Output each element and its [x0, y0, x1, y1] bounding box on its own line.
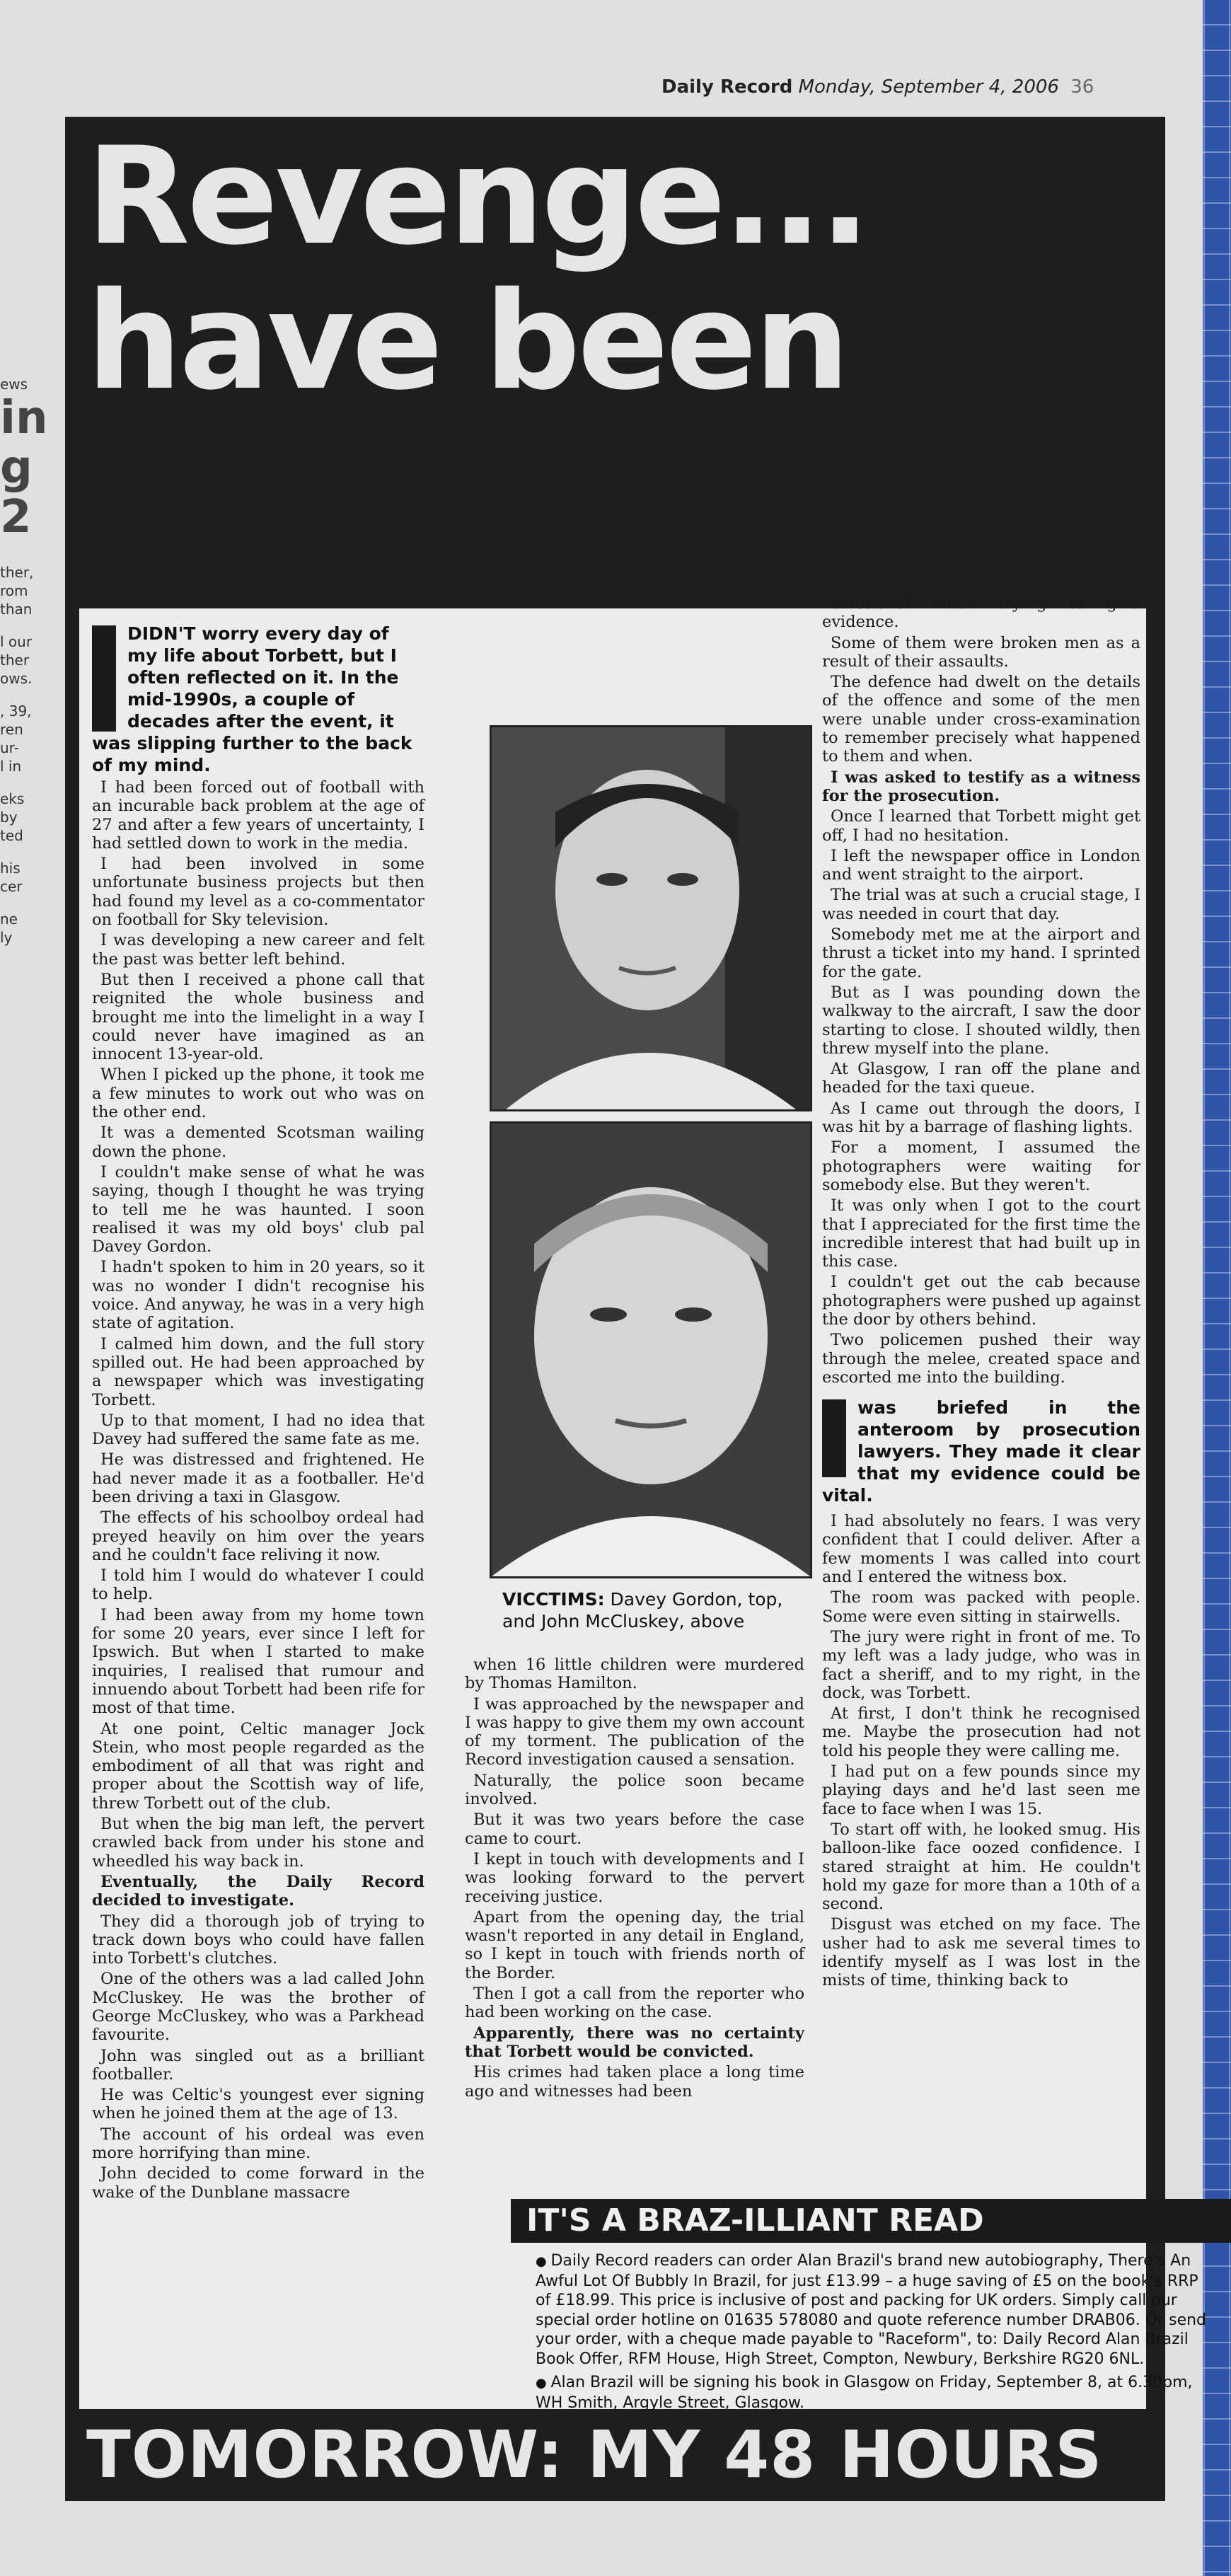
column-1-end-paragraphs [92, 1912, 424, 2202]
caption-label: VICCTIMS: [502, 1589, 605, 1610]
paragraph: I had been involved in some unfortunate business projects but then had found my level as a co-commentator on football for Sky television. [92, 855, 424, 930]
paragraph: The room was packed with people. Some were even sitting in stairwells. [822, 1588, 1140, 1626]
paragraph: John decided to come forward in the wake of the Dunblane massacre [92, 2164, 424, 2202]
offer-box-body [536, 2251, 1211, 2417]
bold-paragraph: Eventually, the Daily Record decided to investigate. [92, 1872, 424, 1910]
paragraph: Some of them were broken men as a result of their assaults. [822, 633, 1140, 671]
paragraph: One of the others was a lad called John McCluskey. He was the brother of George McCluskey, who was a Parkhead favourite. [92, 1970, 424, 2045]
margin-line: ne [0, 911, 18, 928]
paragraph: The account of his ordeal was even more horrifying than mine. [92, 2125, 424, 2163]
article-body [79, 594, 1207, 2412]
paragraph: I was developing a new career and felt the past was better left behind. [92, 931, 424, 969]
paragraph: I had absolutely no fears. I was very confident that I could deliver. After a few moments I was called into court and I entered the witness box. [822, 1512, 1140, 1587]
paragraph: The effects of his schoolboy ordeal had preyed heavily on him over the years and he couldn't face reliving it now. [92, 1508, 424, 1564]
paragraph: I left the newspaper office in London and went straight to the airport. [822, 846, 1140, 884]
photo-john-mccluskey [490, 1121, 812, 1578]
paragraph: I told him I would do whatever I could to help. [92, 1566, 424, 1604]
column-1 [92, 623, 424, 2204]
margin-line: ly [0, 929, 13, 946]
margin-line: ther, [0, 564, 34, 581]
paragraph: To start off with, he looked smug. His balloon-like face oozed confidence. I stared straight at him. He couldn't hold my gaze for more than a 10th of a second. [822, 1820, 1140, 1914]
article-panel [65, 117, 1207, 2501]
paragraph: When I picked up the phone, it took me a few minutes to work out who was on the other end. [92, 1065, 424, 1122]
margin-line: , 39, [0, 703, 32, 720]
margin-line: ren [0, 721, 23, 738]
signing-text: Alan Brazil will be signing his book in Glasgow on Friday, September 8, at 6.30pm, WH Smith, Argyle Street, Glasgow. [536, 2374, 1193, 2412]
masthead [661, 76, 1157, 98]
paragraph: It was only when I got to the court that I appreciated for the first time the incredible interest that had built up in this case. [822, 1196, 1140, 1271]
margin-line: by [0, 809, 18, 826]
column-3 [822, 594, 1140, 1992]
paragraph: The trial was at such a crucial stage, I was needed in court that day. [822, 886, 1140, 923]
paragraph: His crimes had taken place a long time ago and witnesses had been [465, 2063, 804, 2101]
margin-line: g [0, 441, 33, 494]
column-1-paragraphs [92, 778, 424, 1871]
paragraph: John was singled out as a brilliant footballer. [92, 2046, 424, 2084]
paragraph: Apart from the opening day, the trial wasn't reported in any detail in England, so I kept in touch with friends north of the Border. [465, 1907, 804, 1982]
paragraph: But when the big man left, the pervert crawled back from under his stone and wheedled his way back in. [92, 1815, 424, 1871]
paragraph: I couldn't make sense of what he was saying, though I thought he was trying to tell me he was haunted. I soon realised it was my old boys' club pal Davey Gordon. [92, 1162, 424, 1257]
margin-line: his [0, 860, 21, 877]
paragraph: The defence had dwelt on the details of the offence and some of the men were unable under cross-examination to remember precisely what happened to them and when. [822, 673, 1140, 766]
paragraph: The jury were right in front of me. To my left was a lady judge, who was in fact a sheriff, and to my right, in the dock, was Torbett. [822, 1627, 1140, 1702]
paragraph: Once I learned that Torbett might get off, I had no hesitation. [822, 807, 1140, 845]
margin-line: ur- [0, 739, 19, 756]
photo-caption [502, 1588, 807, 1632]
bullet-icon: ● [536, 2254, 551, 2269]
page-number: 36 [1070, 76, 1094, 98]
margin-line: in [0, 392, 48, 444]
paragraph: As I came out through the doors, I was hit by a barrage of flashing lights. [822, 1099, 1140, 1137]
photo-davey-gordon [490, 725, 812, 1111]
paragraph: Up to that moment, I had no idea that Davey had suffered the same fate as me. [92, 1411, 424, 1449]
offer-box-title: IT'S A BRAZ-ILLIANT READ [511, 2199, 1231, 2243]
paragraph: He was Celtic's youngest ever signing when he joined them at the age of 13. [92, 2086, 424, 2123]
paragraph: Somebody met me at the airport and thrust a ticket into my hand. I sprinted for the gate. [822, 925, 1140, 981]
bold-paragraph: I was asked to testify as a witness for the prosecution. [822, 768, 1140, 805]
margin-line: ews [0, 376, 28, 393]
column-3-mid-paragraphs [822, 807, 1140, 1387]
drop-cap-bar [822, 1399, 846, 1477]
paragraph: It was a demented Scotsman wailing down the phone. [92, 1124, 424, 1161]
paragraph: At one point, Celtic manager Jock Stein, who most people regarded as the embodiment of all that was right and proper about the Scottish way of life, threw Torbett out of the club. [92, 1719, 424, 1813]
margin-line: ows. [0, 670, 33, 687]
margin-line: l our [0, 633, 33, 650]
subhead-text: was briefed in the anteroom by prosecution lawyers. They made it clear that my evidence could be vital. [822, 1397, 1140, 1506]
paper-name: Daily Record [661, 76, 793, 98]
paragraph: For a moment, I assumed the photographers were waiting for somebody else. But they weren't. [822, 1138, 1140, 1194]
column-2-end-paragraphs [465, 2063, 804, 2101]
headline-line-2: have been [86, 263, 848, 420]
subhead [822, 1397, 1140, 1506]
margin-line: than [0, 601, 33, 618]
paragraph: But then I received a phone call that reignited the whole business and brought me into the limelight in a way I could never have imagined as an innocent 13-year-old. [92, 970, 424, 1064]
paragraph: At first, I don't think he recognised me. Maybe the prosecution had not told his people they were calling me. [822, 1704, 1140, 1760]
paragraph: I kept in touch with developments and I was looking forward to the pervert receiving justice. [465, 1849, 804, 1906]
column-2-paragraphs [465, 1656, 804, 2022]
issue-date: Monday, September 4, 2006 [798, 76, 1059, 98]
offer-paragraph [536, 2251, 1211, 2369]
paragraph: I had been forced out of football with an incurable back problem at the age of 27 and after a few years of uncertainty, I had settled down to work in the media. [92, 778, 424, 853]
margin-line: eks [0, 790, 25, 807]
paragraph: I had put on a few pounds since my playing days and he'd last seen me face to face when I was 15. [822, 1762, 1140, 1818]
margin-line: rom [0, 582, 28, 599]
paragraph: Disgust was etched on my face. The usher had to ask me several times to identify myself as I was lost in the mists of time, thinking back to [822, 1915, 1140, 1990]
margin-line: 2 [0, 491, 32, 543]
bold-paragraph: Apparently, there was no certainty that Torbett would be convicted. [465, 2023, 804, 2061]
paragraph: He was distressed and frightened. He had never made it as a footballer. He'd been driving a taxi in Glasgow. [92, 1450, 424, 1506]
column-3-paragraphs [822, 594, 1140, 766]
caption-text: Davey Gordon, top, and John McCluskey, above [502, 1589, 783, 1631]
offer-paragraph [536, 2373, 1211, 2413]
paragraph: I hadn't spoken to him in 20 years, so it was no wonder I didn't recognise his voice. And anyway, he was in a very high state of agitation. [92, 1258, 424, 1333]
portrait-image [492, 727, 810, 1109]
margin-line: cer [0, 878, 23, 895]
paragraph: I couldn't get out the cab because photographers were pushed up against the door by others behind. [822, 1273, 1140, 1329]
margin-line: l in [0, 758, 22, 775]
column-3-end-paragraphs [822, 1512, 1140, 1989]
paragraph: Two policemen pushed their way through the melee, created space and escorted me into the building. [822, 1331, 1140, 1387]
paragraph: They did a thorough job of trying to track down boys who could have fallen into Torbett's clutches. [92, 1912, 424, 1968]
lead-paragraph: DIDN'T worry every day of my life about Torbett, but I often reflected on it. In the mid-1990s, a couple of decades after the event, it was slipping further to the back of my mind. [92, 623, 412, 775]
tomorrow-teaser: TOMORROW: MY 48 HOURS [86, 2417, 1103, 2493]
paragraph: when 16 little children were murdered by Thomas Hamilton. [465, 1656, 804, 1693]
paragraph: But it was two years before the case came to court. [465, 1810, 804, 1848]
offer-text: Daily Record readers can order Alan Brazil's brand new autobiography, There's An Awful Lot Of Bubbly In Brazil, for just £13.99 – a huge saving of £5 on the book's RRP of £18.99. This price is inclusive of post and packing for UK orders. Simply call our special order hotline on 01635 578080 and quote reference number DRAB06. Or send your order, with a cheque made payable to "Raceform", to: Daily Record Alan Brazil Book Offer, RFM House, High Street, Compton, Newbury, Berkshire RG20 6NL. [536, 2252, 1207, 2368]
portrait-image [492, 1124, 810, 1576]
margin-line: ted [0, 827, 23, 844]
adjacent-column-fragment [0, 141, 53, 2476]
paragraph: I calmed him down, and the full story spilled out. He had been approached by a newspaper which was investigating Torbett. [92, 1334, 424, 1409]
column-2 [465, 1656, 804, 2103]
paragraph: I was approached by the newspaper and I was happy to give them my own account of my torment. The publication of the Record investigation caused a sensation. [465, 1694, 804, 1769]
paragraph: Then I got a call from the reporter who had been working on the case. [465, 1985, 804, 2022]
paragraph: I had been away from my home town for some 20 years, ever since I left for Ipswich. But when I started to make inquiries, I realised that rumour and innuendo about Torbett had been rife for most of that time. [92, 1605, 424, 1718]
bullet-icon: ● [536, 2376, 551, 2391]
paragraph: At Glasgow, I ran off the plane and headed for the taxi queue. [822, 1060, 1140, 1097]
margin-line: ther [0, 652, 30, 669]
headline-line-1: Revenge... [86, 118, 868, 275]
paragraph: But as I was pounding down the walkway to the aircraft, I saw the door starting to close. I shouted wildly, then threw myself into the plane. [822, 983, 1140, 1058]
paragraph: emotional when trying to give evidence. [822, 594, 1140, 632]
headline [86, 118, 1148, 420]
drop-cap-bar [92, 625, 116, 732]
paragraph: Naturally, the police soon became involved. [465, 1771, 804, 1809]
